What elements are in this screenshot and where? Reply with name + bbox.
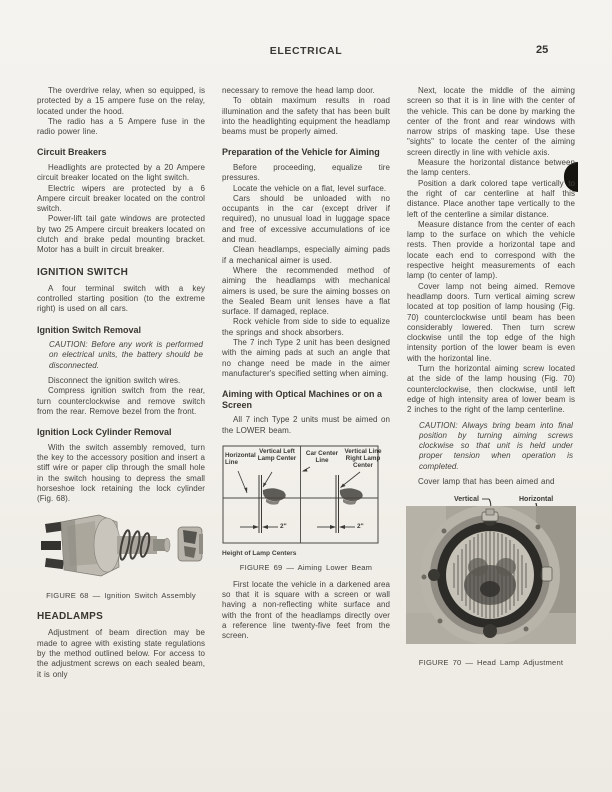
diagram-label-car-center-line: Car Center Line	[305, 449, 339, 465]
label-horizontal: Horizontal	[519, 496, 554, 504]
dimension-2in-right: 2"	[357, 522, 364, 530]
paragraph: Before proceeding, equalize tire pressures.	[222, 162, 390, 183]
paragraph: Locate the vehicle on a flat, level surface.	[233, 183, 387, 193]
heading-preparation-for-aiming: Preparation of the Vehicle for Aiming	[222, 147, 380, 158]
paragraph: Adjustment of beam direction may be made to agree with existing state regulations by the method outlined below. For access to the adjustment screws on each sealed beam, it is only	[37, 628, 205, 679]
paragraph: Measure distance from the center of each lamp to the surface on which the vehicle rests. Then provide a horizontal tape and locate each end to correspond with the respective height measurements of each lamp (to center of lamp).	[407, 219, 575, 281]
paragraph: Next, locate the middle of the aiming screen so that it is in line with the center of the vehicle. This can be done by marking the center of the front and rear windows with narrow strips of masking tape. Use these "sights" to locate the center of the aiming screen directly in line with vehicle axis.	[407, 86, 575, 157]
paragraph: Compress ignition switch from the rear, turn counterclockwise and remove switch from the rear. Remove bezel from the front.	[37, 386, 205, 416]
paragraph: Power-lift tail gate windows are protected by two 25 Ampere circuit breakers located on clutch and brake pedal mounting bracket. Motor has a built in circuit breaker.	[37, 214, 205, 255]
figure-69	[222, 445, 390, 572]
heading-ignition-switch: IGNITION SWITCH	[37, 266, 129, 278]
paragraph: Turn the horizontal aiming screw located at the side of the lamp housing (Fig. 70) counterclockwise, then clockwise, until left edge of high intensity area of lower beam is 2 inches to the right of the lamp centerline.	[407, 364, 575, 415]
paragraph: Measure the horizontal distance between the lamp centers.	[407, 158, 575, 178]
diagram-label-vertical-left-lamp-center: Vertical Left Lamp Center	[257, 447, 297, 463]
paragraph: Cover lamp that has been aimed and	[418, 476, 555, 486]
paragraph: Cars should be unloaded with no occupants in the car (except driver if required), no unusual load in luggage space and free of excessive accumulations of ice and mud.	[222, 193, 390, 245]
paragraph: The radio has a 5 Ampere fuse in the radio power line.	[37, 116, 205, 137]
heading-ignition-switch-removal: Ignition Switch Removal	[37, 324, 142, 335]
paragraph: To obtain maximum results in road illumination and the safety that has been built into the headlighting equipment the headlamp beams must be properly aimed.	[222, 96, 390, 137]
figure-69-sublabel: Height of Lamp Centers	[222, 549, 297, 557]
paragraph: Position a dark colored tape vertically to the right of car centerline at half this distance. Place another tape vertically to the left of the centerline a similar distance.	[407, 178, 575, 219]
headlamp-photo	[406, 493, 576, 647]
figure-70-caption: FIGURE 70 — Head Lamp Adjustment	[418, 658, 564, 668]
paragraph: necessary to remove the head lamp door.	[222, 86, 375, 95]
heading-headlamps: HEADLAMPS	[37, 611, 104, 623]
caution-note: CAUTION: Always bring beam into final position by turning aiming screws clockwise so that unit is held under proper tension when operation is completed.	[419, 420, 573, 471]
aiming-diagram	[222, 445, 390, 547]
caution-note: CAUTION: Before any work is performed on electrical units, the battery should be disconnected.	[49, 340, 203, 370]
paragraph: Headlights are protected by a 20 Ampere circuit breaker located on the light switch.	[37, 162, 205, 183]
paragraph: Electric wipers are protected by a 6 Ampere circuit breaker located on the control switch.	[37, 183, 205, 214]
heading-circuit-breakers: Circuit Breakers	[37, 147, 107, 158]
paragraph: Where the recommended method of aiming the headlamps with mechanical aimers is used, be sure the aiming bosses on the Sealed Beam unit lenses have a flat surface. If damaged, replace.	[222, 265, 390, 317]
paragraph: Cover lamp not being aimed. Remove headlamp doors. Turn vertical aiming screw located at top position of lamp housing (Fig. 70) counterclockwise until beam has been considerably lowered. Then turn screw clockwise until the top edge of the high intensity portion of the lower beam is even with the horizontal line.	[407, 281, 575, 363]
page-number: 25	[536, 44, 549, 56]
paragraph: Clean headlamps, especially aiming pads if a mechanical aimer is used.	[222, 245, 390, 265]
paragraph: First locate the vehicle in a darkened area so that it is square with a screen or wall having a non-reflecting white surface and with the front of the headlamps directly over a reference line twenty-five feet from the screen.	[222, 579, 390, 641]
paragraph: All 7 inch Type 2 units must be aimed on the LOWER beam.	[222, 415, 390, 435]
figure-68-caption: FIGURE 68 — Ignition Switch Assembly	[46, 591, 196, 601]
column-center	[222, 86, 390, 642]
paragraph: Rock vehicle from side to side to equalize the springs and shock absorbers.	[222, 317, 390, 337]
diagram-label-vertical-right-lamp-center: Vertical Line Right Lamp Center	[344, 447, 382, 470]
label-vertical: Vertical	[454, 496, 479, 504]
paragraph: The 7 inch Type 2 unit has been designed with the aiming pads at such an angle that no change need be made in the aimer manufacturer's specified setting when aiming.	[222, 338, 390, 378]
figure-68	[37, 512, 205, 600]
ignition-switch-photo	[37, 512, 205, 580]
dimension-2in-left: 2"	[280, 522, 287, 530]
paragraph: A four terminal switch with a key controlled starting position (to the extreme right) is used on all cars.	[37, 283, 205, 314]
paragraph: With the switch assembly removed, turn the key to the accessory position and insert a stiff wire or paper clip through the small hole in the switch housing to depress the small horseshoe lock retaining the lock cylinder (Fig. 68).	[37, 442, 205, 504]
paragraph: Disconnect the ignition switch wires.	[48, 375, 181, 385]
figure-69-caption: FIGURE 69 — Aiming Lower Beam	[239, 562, 373, 572]
diagram-label-horizontal-line: Horizontal Line	[225, 451, 256, 467]
page-header-title: ELECTRICAL	[269, 45, 343, 57]
figure-70	[406, 493, 576, 667]
column-right	[407, 86, 575, 667]
heading-lock-cylinder-removal: Ignition Lock Cylinder Removal	[37, 427, 172, 438]
paragraph: The overdrive relay, when so equipped, is protected by a 15 ampere fuse on the relay, located under the hood.	[37, 86, 205, 116]
heading-aiming-optical: Aiming with Optical Machines or on a Screen	[222, 389, 383, 410]
column-left	[37, 86, 205, 680]
